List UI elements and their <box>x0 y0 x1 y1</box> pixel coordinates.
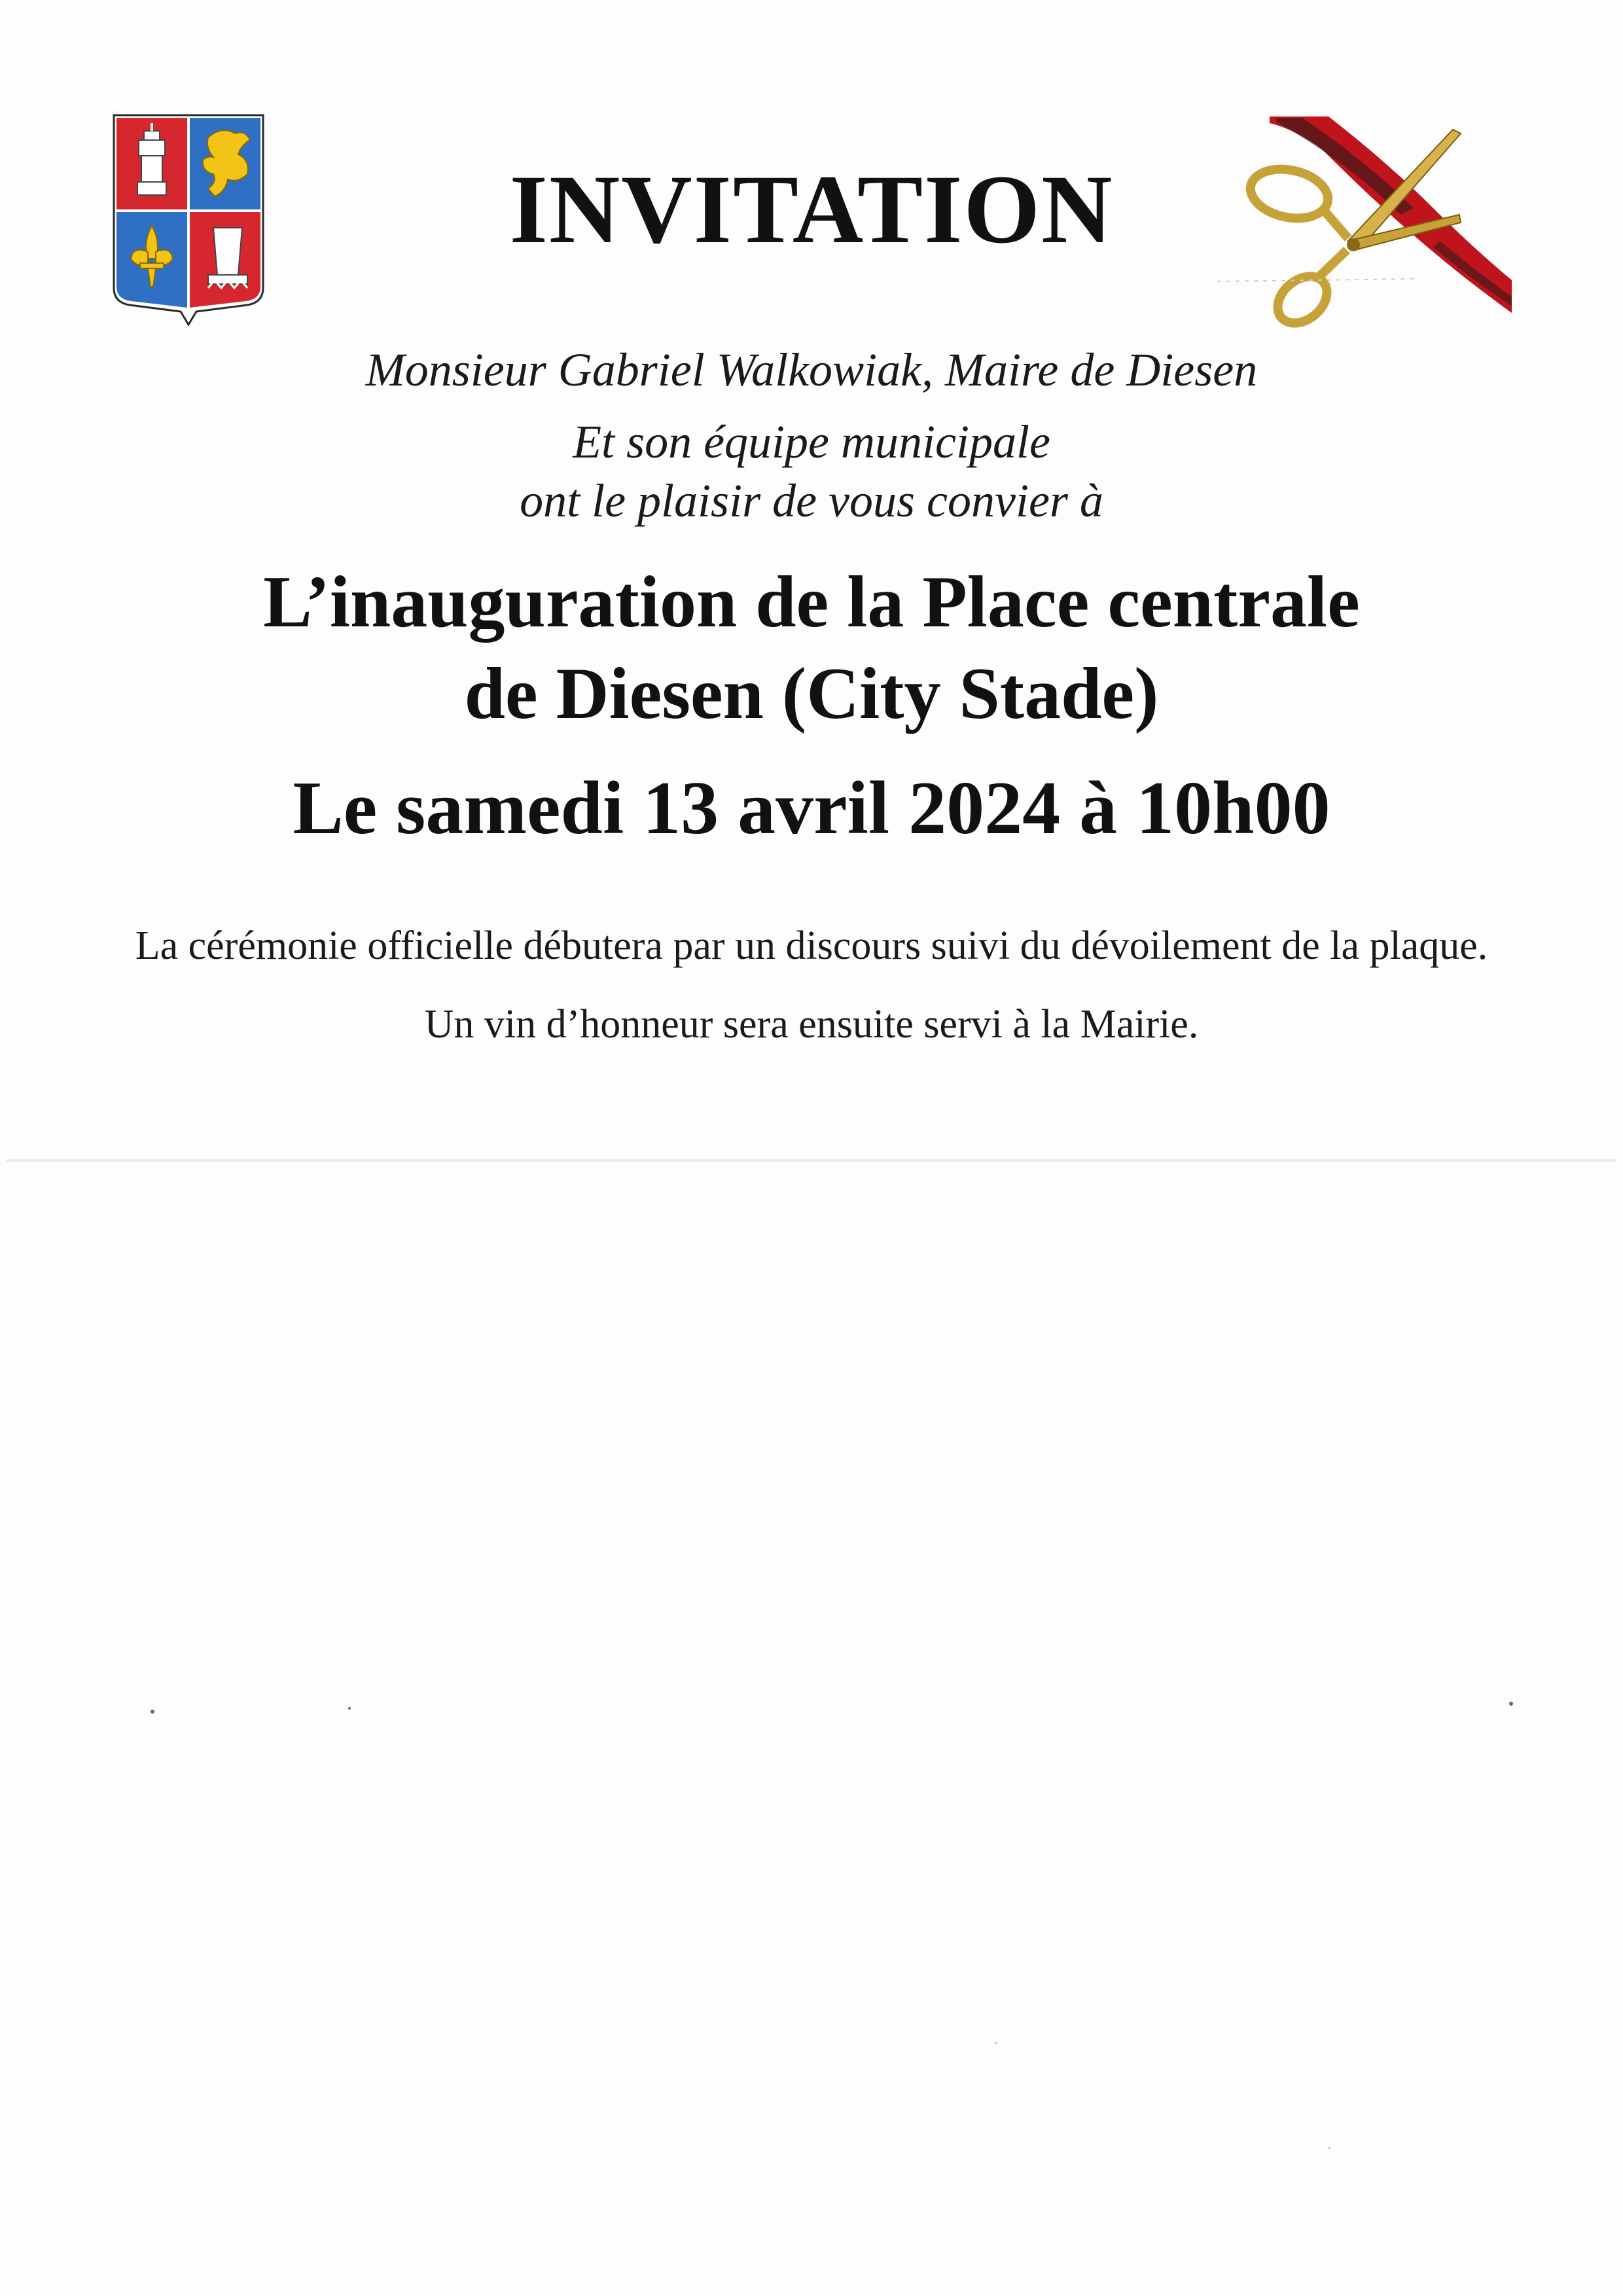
ribbon-cutting-scissors-icon <box>1217 110 1525 339</box>
scan-speck <box>348 1707 351 1710</box>
scan-speck <box>995 2042 997 2044</box>
scan-speck <box>1329 2147 1330 2149</box>
event-heading-line-1: L’inauguration de la Place centrale <box>263 562 1360 643</box>
event-date: Le samedi 13 avril 2024 à 10h00 <box>293 766 1330 850</box>
intro-line-invite: ont le plaisir de vous convier à <box>520 475 1103 527</box>
event-heading-line-2: de Diesen (City Stade) <box>464 653 1159 734</box>
intro-line-mayor: Monsieur Gabriel Walkowiak, Maire de Diesen <box>365 344 1258 396</box>
intro-line-team: Et son équipe municipale <box>573 416 1050 468</box>
scan-speck <box>151 1710 154 1713</box>
reception-details: Un vin d’honneur sera ensuite servi à la Mairie. <box>424 1002 1199 1047</box>
invitation-title: INVITATION <box>509 155 1114 264</box>
scan-speck <box>1509 1702 1513 1706</box>
paper-fold-line <box>7 1158 1616 1162</box>
ceremony-details: La cérémonie officielle débutera par un discours suivi du dévoilement de la plaque. <box>135 924 1488 968</box>
